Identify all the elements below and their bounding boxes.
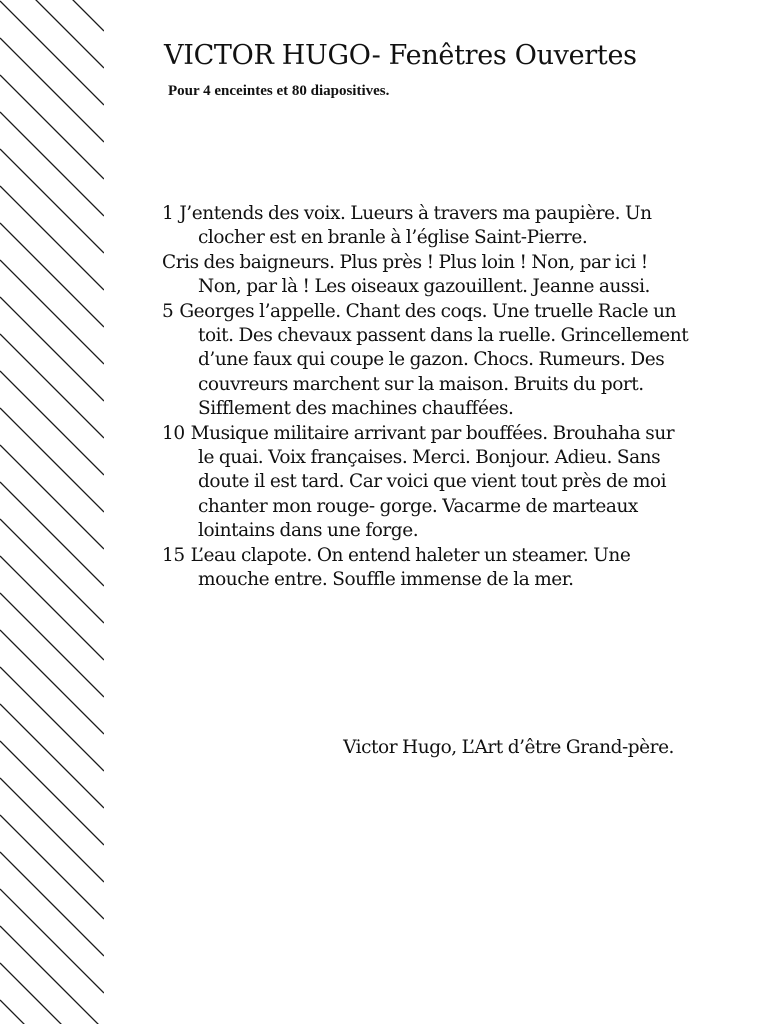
poem-text: L’eau clapote. On entend haleter un steamer. Une mouche entre. Souffle immense de la mer. — [190, 544, 631, 591]
poem-line — [162, 202, 692, 251]
poem-stanza — [162, 544, 692, 593]
line-number: 1 — [162, 203, 174, 224]
poem-stanza — [162, 300, 692, 422]
poem-text: Georges l’appelle. Chant des coqs. Une truelle Racle un toit. Des chevaux passent dans la ruelle. Grincellement d’une faux qui coupe le gazon. Chocs. Rumeurs. Des couvreurs marchent sur la maison. Bruits du port. Sifflement des machines chauffées. — [179, 300, 689, 420]
line-number: 15 — [162, 544, 185, 566]
diagonal-stripe-decoration — [0, 0, 104, 1024]
line-number: 10 — [162, 422, 185, 444]
poem-text: Cris des baigneurs. Plus près ! Plus loin ! Non, par ici ! Non, par là ! Les oiseaux gazouillent. Jeanne aussi. — [162, 251, 650, 298]
poem-line — [162, 422, 692, 544]
poem-text: J’entends des voix. Lueurs à travers ma paupière. Un clocher est en branle à l’église Saint-Pierre. — [179, 203, 652, 249]
poem-stanza — [162, 202, 692, 300]
poem-body — [162, 202, 692, 593]
document-title: VICTOR HUGO- Fenêtres Ouvertes — [164, 40, 637, 71]
poem-attribution: Victor Hugo, L’Art d’être Grand-père. — [343, 737, 674, 758]
document-subtitle: Pour 4 enceintes et 80 diapositives. — [168, 83, 390, 99]
stripe-line — [0, 0, 104, 68]
poem-text: Musique militaire arrivant par bouffées. Brouhaha sur le quai. Voix françaises. Merci. Bonjour. Adieu. Sans doute il est tard. Car voici que vient tout près de moi chanter mon rouge- gorge. Vacarme de marteaux lointains dans une forge. — [190, 422, 675, 542]
poem-stanza — [162, 422, 692, 544]
poem-line — [162, 251, 692, 300]
line-number: 5 — [162, 300, 174, 322]
poem-line — [162, 544, 692, 593]
stripe-line — [0, 1000, 104, 1024]
poem-line — [162, 300, 692, 422]
